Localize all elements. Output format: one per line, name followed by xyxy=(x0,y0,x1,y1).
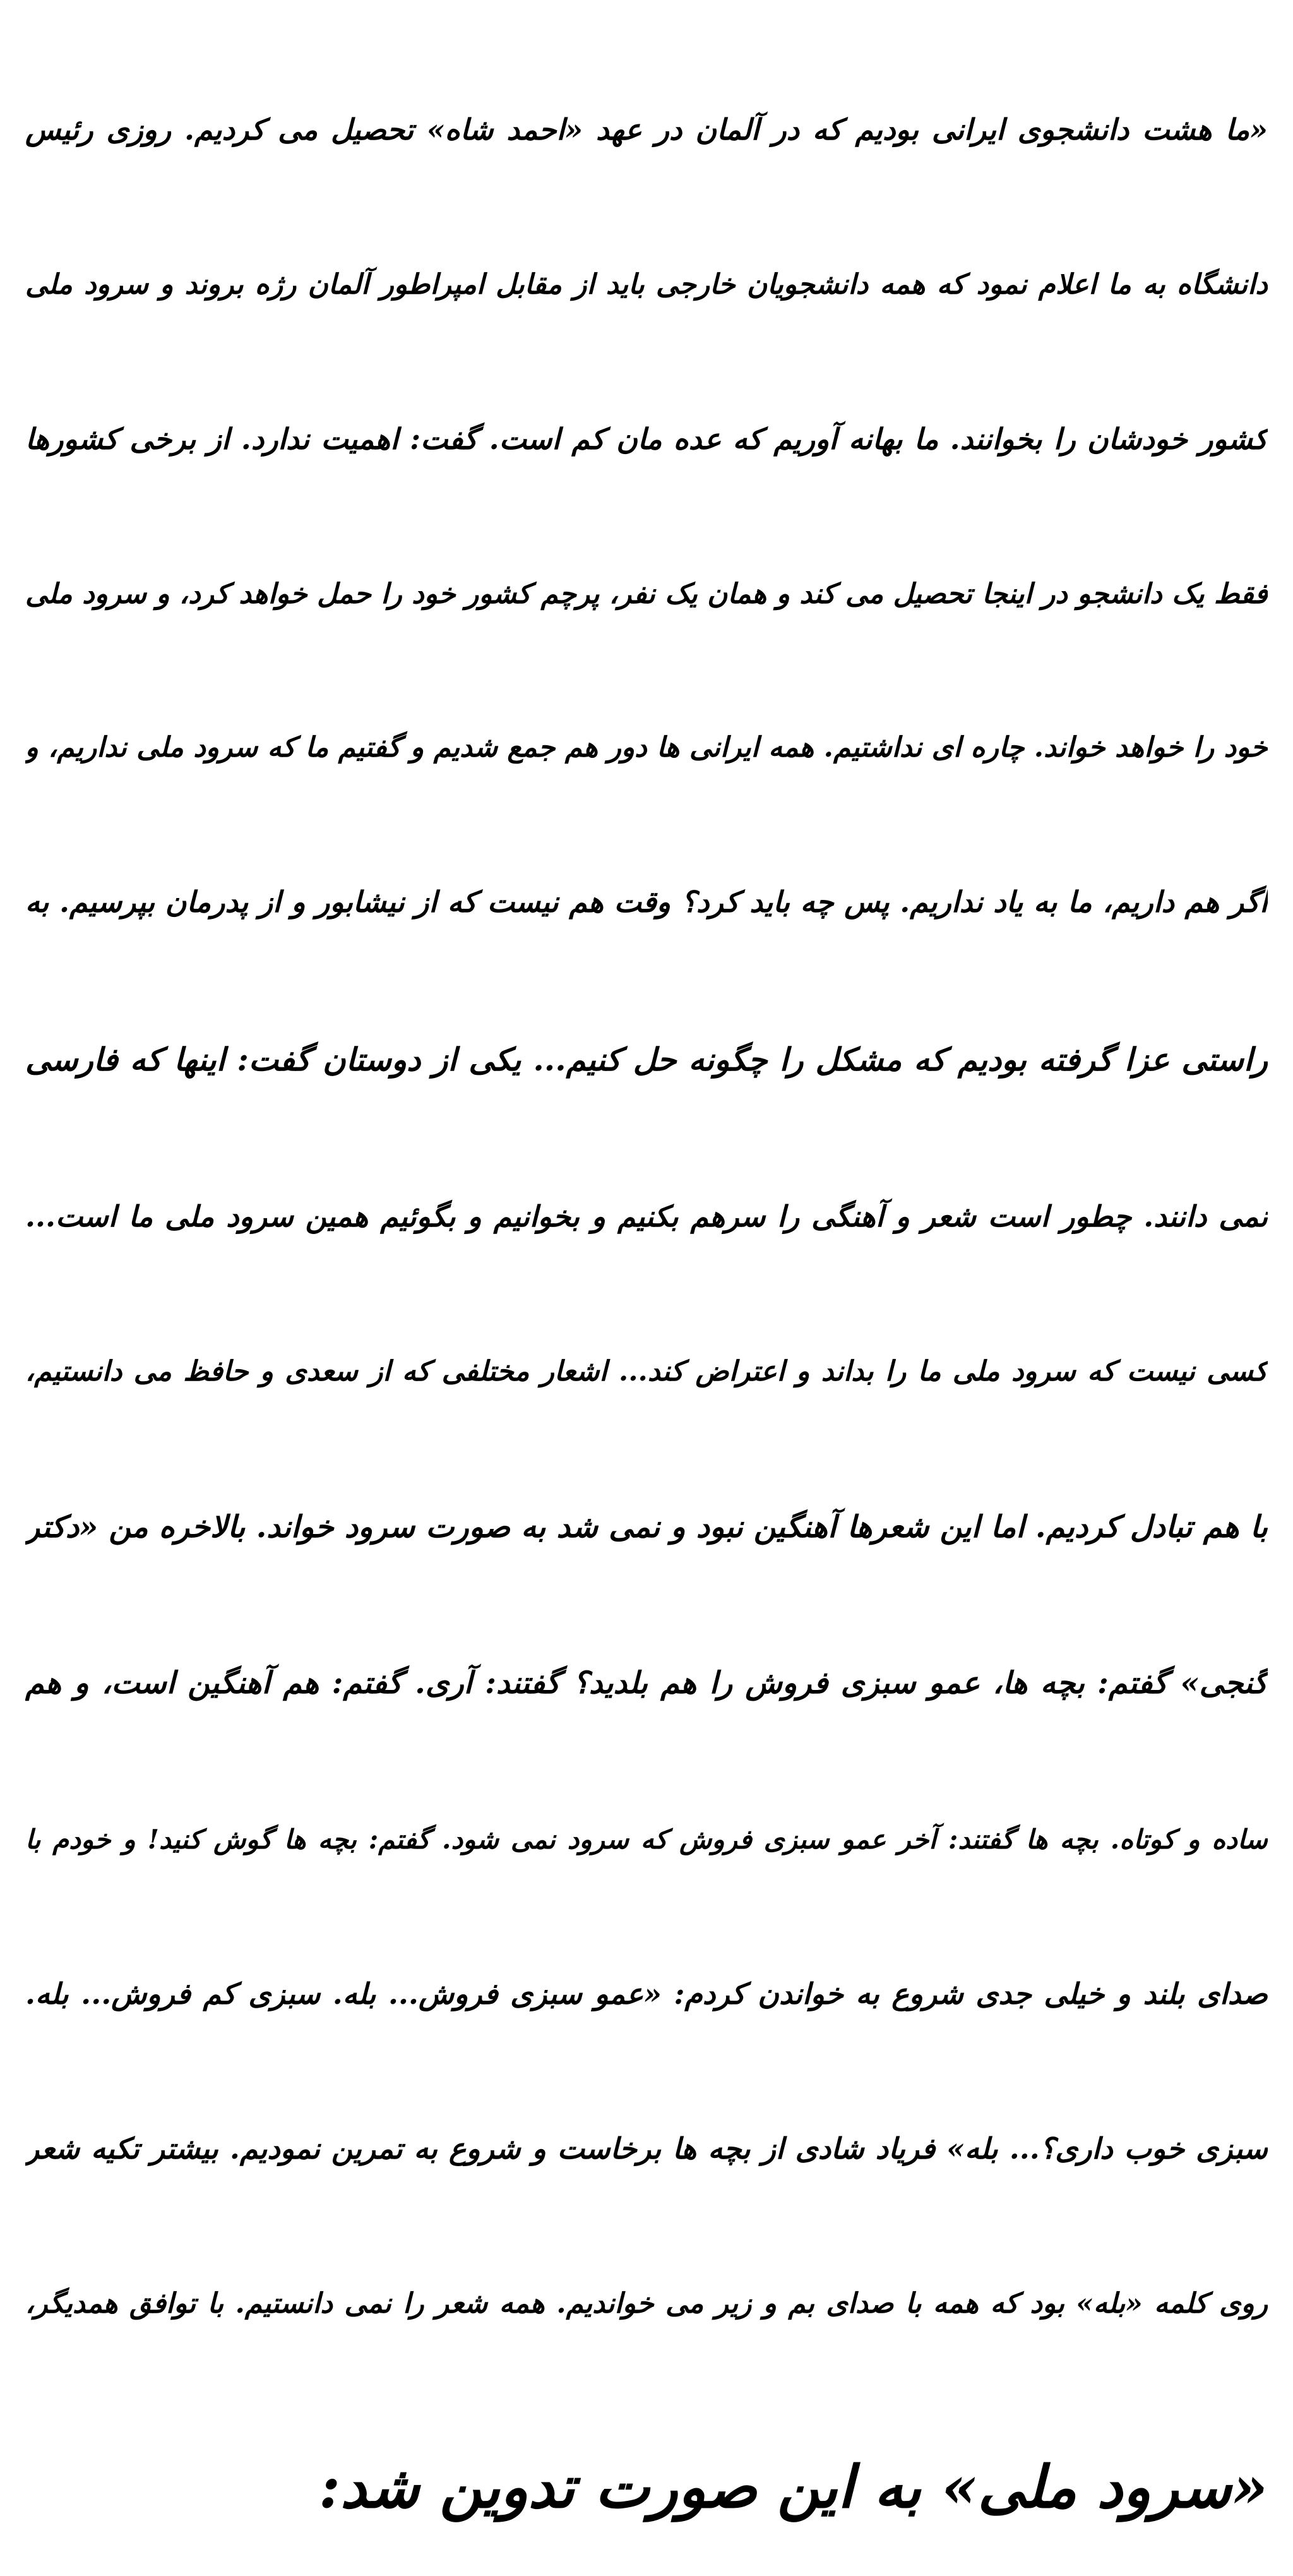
text-line-1: «ما هشت دانشجوی ایرانی بودیم که در آلمان در عهد «احمد شاه» تحصیل می کردیم. روزی رئیس xyxy=(25,112,1268,147)
text-line-2: دانشگاه به ما اعلام نمود که همه دانشجویان خارجی باید از مقابل امپراطور آلمان رژه بروند و سرود ملی xyxy=(25,268,1268,301)
text-line-14: سبزی خوب داری؟... بله» فریاد شادی از بچه ها برخاست و شروع به تمرین نمودیم. بیشتر تکیه شعر xyxy=(25,2131,1268,2166)
text-line-6: اگر هم داریم، ما به یاد نداریم. پس چه باید کرد؟ وقت هم نیست که از نیشابور و از پدرمان بپرسیم. به xyxy=(25,885,1268,919)
text-line-11: گنجی» گفتم: بچه ها، عمو سبزی فروش را هم بلدید؟ گفتند: آری. گفتم: هم آهنگین است، و هم xyxy=(25,1665,1268,1701)
text-line-7: راستی عزا گرفته بودیم که مشکل را چگونه حل کنیم... یکی از دوستان گفت: اینها که فارسی xyxy=(25,1041,1268,1078)
text-line-4: فقط یک دانشجو در اینجا تحصیل می کند و همان یک نفر، پرچم کشور خود را حمل خواهد کرد، و سرود ملی xyxy=(25,578,1268,610)
text-line-10: با هم تبادل کردیم. اما این شعرها آهنگین نبود و نمی شد به صورت سرود خواند. بالاخره من «دکتر xyxy=(25,1509,1268,1545)
text-line-13: صدای بلند و خیلی جدی شروع به خواندن کردم: «عمو سبزی فروش... بله. سبزی کم فروش... بله. xyxy=(25,1977,1268,2011)
text-line-5: خود را خواهد خواند. چاره ای نداشتیم. همه ایرانی ها دور هم جمع شدیم و گفتیم ما که سرود ملی نداریم، و xyxy=(25,731,1268,764)
text-line-16: «سرود ملی» به این صورت تدوین شد: xyxy=(319,2453,1268,2521)
text-line-9: کسی نیست که سرود ملی ما را بداند و اعتراض کند... اشعار مختلفی که از سعدی و حافظ می دانستیم، xyxy=(25,1355,1268,1387)
text-line-15: روی کلمه «بله» بود که همه با صدای بم و زیر می خواندیم. همه شعر را نمی دانستیم. با توافق همدیگر، xyxy=(25,2287,1268,2320)
text-line-3: کشور خودشان را بخوانند. ما بهانه آوریم که عده مان کم است. گفت: اهمیت ندارد. از برخی کشورها xyxy=(25,422,1268,456)
text-line-8: نمی دانند. چطور است شعر و آهنگی را سرهم بکنیم و بخوانیم و بگوئیم همین سرود ملی ما است... xyxy=(25,1199,1268,1233)
text-line-12: ساده و کوتاه. بچه ها گفتند: آخر عمو سبزی فروش که سرود نمی شود. گفتم: بچه ها گوش کنید! و خودم با xyxy=(25,1824,1268,1855)
